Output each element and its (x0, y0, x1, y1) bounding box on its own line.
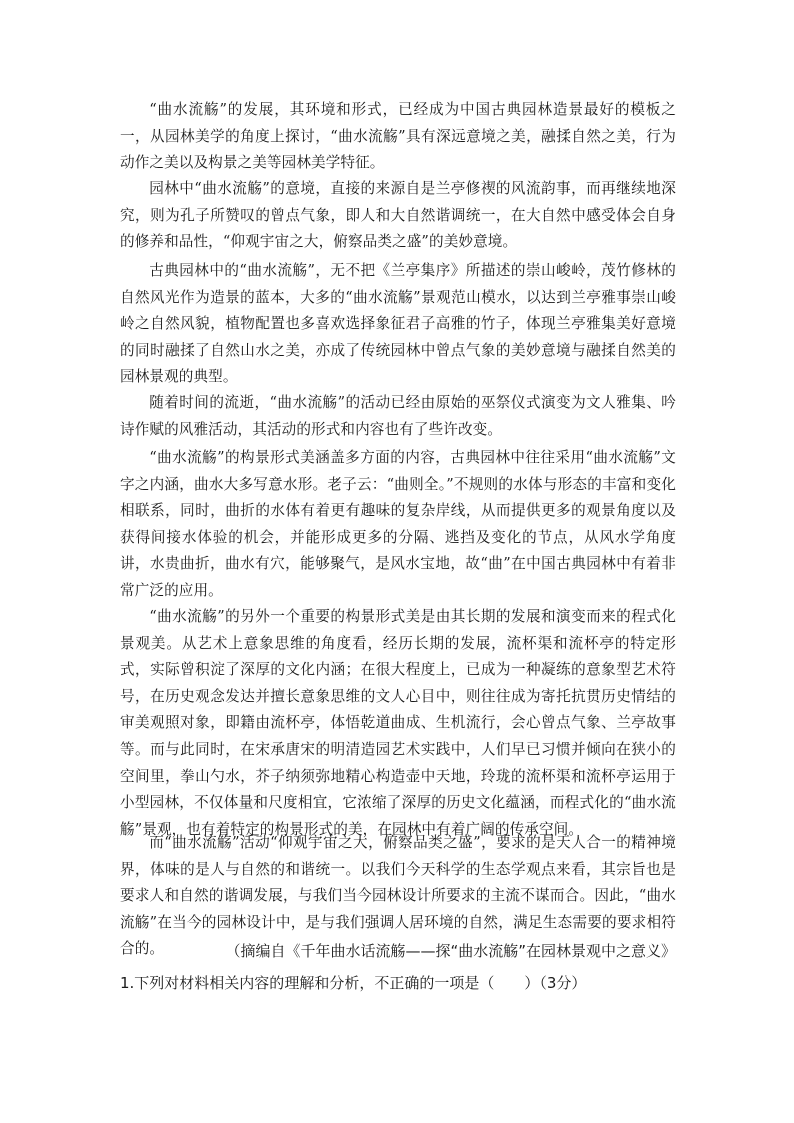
paragraph-4: 随着时间的流逝，“曲水流觞”的活动已经由原始的巫祭仪式演变为文人雅集、吟诗作赋的风雅活动，其活动的形式和内容也有了些许改变。 (120, 394, 676, 438)
paragraph-1: “曲水流觞”的发展，其环境和形式，已经成为中国古典园林造景最好的模板之一，从园林美学的角度上探讨，“曲水流觞”具有深远意境之美，融揉自然之美，行为动作之美以及构景之美等园林美学特征。 (120, 101, 676, 172)
paragraph-7: 而“曲水流觞”活动“仰观宇宙之大，俯察品类之盛”，要求的是天人合一的精神境界，体味的是人与自然的和谐统一。以我们今天科学的生态学观点来看，其宗旨也是要求人和自然的谐调发展，与我们当今园林设计所要求的主流不谋而合。因此，“曲水流觞”在当今的园林设计中，是与我们强调人居环境的自然，满足生态需要的要求相符合的。 (120, 834, 676, 958)
paragraph-5: “曲水流觞”的构景形式美涵盖多方面的内容，古典园林中往往采用“曲水流觞”文字之内涵，曲水大多写意水形。老子云：“曲则全。”不规则的水体与形态的丰富和变化相联系，同时，曲折的水体有着更有趣味的复杂岸线，从而提供更多的观景角度以及获得间接水体验的机会，并能形成更多的分隔、逃挡及变化的节点，从风水学角度讲，水贵曲折，曲水有穴，能够聚气，是风水宝地，故“曲”在中国古典园林中有着非常广泛的应用。 (120, 449, 676, 599)
source-citation: （摘编自《千年曲水话流觞——探“曲水流觞”在园林景观中之意义》 (225, 942, 676, 960)
paragraph-6: “曲水流觞”的另外一个重要的构景形式美是由其长期的发展和演变而来的程式化景观美。从艺术上意象思维的角度看，经历长期的发展，流杯渠和流杯亭的特定形式，实际曾积淀了深厚的文化内涵；在很大程度上，已成为一种凝练的意象型艺术符号，在历史观念发达并擅长意象思维的文人心目中，则往往成为寄托抗贯历史情结的审美观照对象，即籍由流杯亭，体悟乾道曲成、生机流行，会心曾点气象、兰亭故事等。而与此同时，在宋承唐宋的明清造园艺术实践中，人们早已习惯并倾向在狭小的空间里，拳山勺水，芥子纳须弥地精心构造壶中天地，玲珑的流杯渠和流杯亭运用于小型园林，不仅体量和尺度相宜，它浓缩了深厚的历史文化蕴涵，而程式化的“曲水流觞”景观，也有着特定的构景形式的美，在园林中有着广阔的传承空间。 (120, 608, 676, 838)
paragraph-3: 古典园林中的“曲水流觞”，无不把《兰亭集序》所描述的崇山峻岭，茂竹修林的自然风光作为造景的蓝本，大多的“曲水流觞”景观范山模水，以达到兰亭雅事崇山峻岭之自然风貌，植物配置也多喜欢选择象征君子高雅的竹子，体现兰亭雅集美好意境的同时融揉了自然山水之美，亦成了传统园林中曾点气象的美妙意境与融揉自然美的园林景观的典型。 (120, 262, 676, 386)
paragraph-2: 园林中“曲水流觞”的意境，直接的来源自是兰亭修禊的风流韵事，而再继续地深究，则为孔子所赞叹的曾点气象，即人和大自然谐调统一，在大自然中感受体会自身的修养和品性，“仰观宇宙之大，俯察品类之盛”的美妙意境。 (120, 180, 676, 251)
question-1: 1.下列对材料相关内容的理解和分析，不正确的一项是（ ）（3分） (120, 974, 587, 992)
